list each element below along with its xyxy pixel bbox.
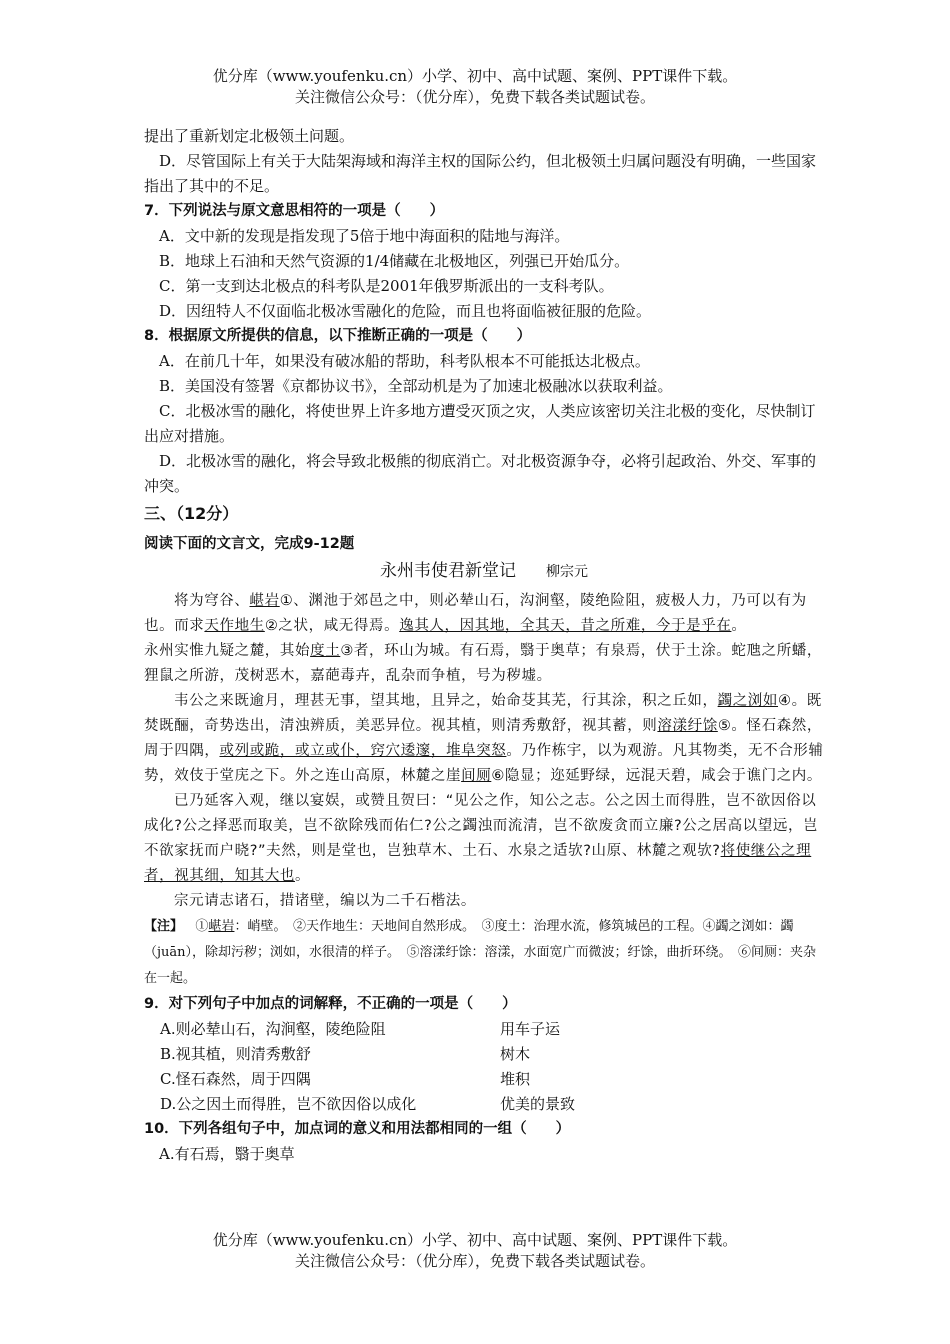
q10-option-a: A.有石焉，翳于奥草 <box>159 1145 295 1163</box>
section-3-heading: 三、（12分） <box>144 504 239 523</box>
q9-option-d: D.公之因土而得胜，岂不欲因俗以成化 优美的景致 <box>160 1095 576 1113</box>
question-8-stem: 8．根据原文所提供的信息，以下推断正确的一项是（ ） <box>144 328 532 344</box>
document-body <box>144 124 824 1167</box>
option-d-previous: D．尽管国际上有关于大陆架海域和海洋主权的国际公约，但北极领土归属问题没有明确，一些国家指出了其中的不足。 <box>144 152 817 195</box>
header-line-1: 优分库（www.youfenku.cn）小学、初中、高中试题、案例、PPT课件下载。 <box>212 67 738 85</box>
q7-option-c: C．第一支到达北极点的科考队是2001年俄罗斯派出的一支科考队。 <box>159 277 614 295</box>
question-7-stem: 7．下列说法与原文意思相符的一项是（ ） <box>144 203 445 219</box>
note-label: 【注】 <box>144 919 184 934</box>
annotation-notes: 【注】 ①嵁岩：峭壁。 ②天作地生：天地间自然形成。 ③度土：治理水流，修筑城邑的工程。④蠲之浏如：蠲（juān），除却污秽；浏如，水很清的样子。 ⑤溶漾纡馀：溶漾，水面宽广而微波；纡馀，曲折环绕。 ⑥间厕：夹杂在一起。 <box>144 919 817 986</box>
question-10-stem: 10．下列各组句子中，加点词的意义和用法都相同的一组（ ） <box>144 1121 571 1137</box>
page-footer <box>0 1230 950 1272</box>
essay-author: 柳宗元 <box>546 564 588 580</box>
footer-line-1: 优分库（www.youfenku.cn）小学、初中、高中试题、案例、PPT课件下载。 <box>212 1231 738 1249</box>
essay-paragraph-1: 将为穹谷、嵁岩①、渊池于郊邑之中，则必辇山石，沟涧壑，陵绝险阻，疲极人力，乃可以有为也。而求天作地生②之状，咸无得焉。逸其人，因其地，全其天，昔之所难，今于是乎在。 <box>144 593 807 634</box>
essay-paragraph-5: 宗元请志诸石，措诸壁，编以为二千石楷法。 <box>174 893 476 909</box>
essay-paragraph-3: 韦公之来既逾月，理甚无事，望其地，且异之，始命芟其芜，行其涂，积之丘如，蠲之浏如④。既焚既酾，奇势迭出，清浊辨质，美恶异位。视其植，则清秀敷舒，视其蓄，则溶漾纡馀⑤。怪石森然，周于四隅，或列或跪，或立或仆，窍穴逶邃，堆阜突怒。乃作栋宇，以为观游。凡其物类，无不合形辅势，效伎于堂庑之下。外之连山高原，林麓之崖间厕⑥隐显；迩延野绿，远混天碧，咸会于谯门之内。 <box>144 693 824 784</box>
header-line-2: 关注微信公众号：（优分库），免费下载各类试题试卷。 <box>294 88 655 106</box>
essay-title: 永州韦使君新堂记 <box>380 561 516 581</box>
reading-instructions: 阅读下面的文言文，完成9-12题 <box>144 536 355 552</box>
q9-option-b: B.视其植，则清秀敷舒 树木 <box>160 1045 531 1063</box>
q9-option-a: A.则必辇山石，沟涧壑，陵绝险阻 用车子运 <box>160 1020 561 1038</box>
essay-title-line <box>144 559 824 585</box>
page-header <box>0 66 950 108</box>
q8-option-d: D．北极冰雪的融化，将会导致北极熊的彻底消亡。对北极资源争夺，必将引起政治、外交、军事的冲突。 <box>144 452 817 495</box>
q8-option-c: C．北极冰雪的融化，将使世界上许多地方遭受灭顶之灾，人类应该密切关注北极的变化，尽快制订出应对措施。 <box>144 402 816 445</box>
q9-option-c: C.怪石森然，周于四隅 堆积 <box>160 1070 531 1088</box>
footer-line-2: 关注微信公众号：（优分库），免费下载各类试题试卷。 <box>294 1252 655 1270</box>
essay-paragraph-4: 已乃延客入观，继以宴娱，或赞且贺曰：“见公之作，知公之志。公之因土而得胜，岂不欲因俗以成化?公之择恶而取美，岂不欲除残而佑仁?公之蠲浊而流清，岂不欲废贪而立廉?公之居高以望远，岂不欲家抚而户晓?”夫然，则是堂也，岂独草木、土石、水泉之适欤?山原、林麓之观欤?将使继公之理者，视其细，知其大也。 <box>144 793 819 884</box>
q8-option-b: B．美国没有签署《京都协议书》，全部动机是为了加速北极融冰以获取利益。 <box>159 377 673 395</box>
q8-option-a: A．在前几十年，如果没有破冰船的帮助，科考队根本不可能抵达北极点。 <box>159 352 650 370</box>
question-9-stem: 9．对下列句子中加点的词解释，不正确的一项是（ ） <box>144 996 517 1012</box>
essay-paragraph-2: 永州实惟九疑之麓，其始度土③者，环山为城。有石焉，翳于奥草；有泉焉，伏于土涂。蛇虺之所蟠，狸鼠之所游，茂树恶木，嘉葩毒卉，乱杂而争植，号为秽墟。 <box>144 643 823 684</box>
q7-option-a: A．文中新的发现是指发现了5倍于地中海面积的陆地与海洋。 <box>159 227 570 245</box>
q7-option-d: D．因纽特人不仅面临北极冰雪融化的危险，而且也将面临被征服的危险。 <box>159 302 652 320</box>
continued-text: 提出了重新划定北极领土问题。 <box>144 127 355 145</box>
q7-option-b: B．地球上石油和天然气资源的1/4储藏在北极地区，列强已开始瓜分。 <box>159 252 630 270</box>
